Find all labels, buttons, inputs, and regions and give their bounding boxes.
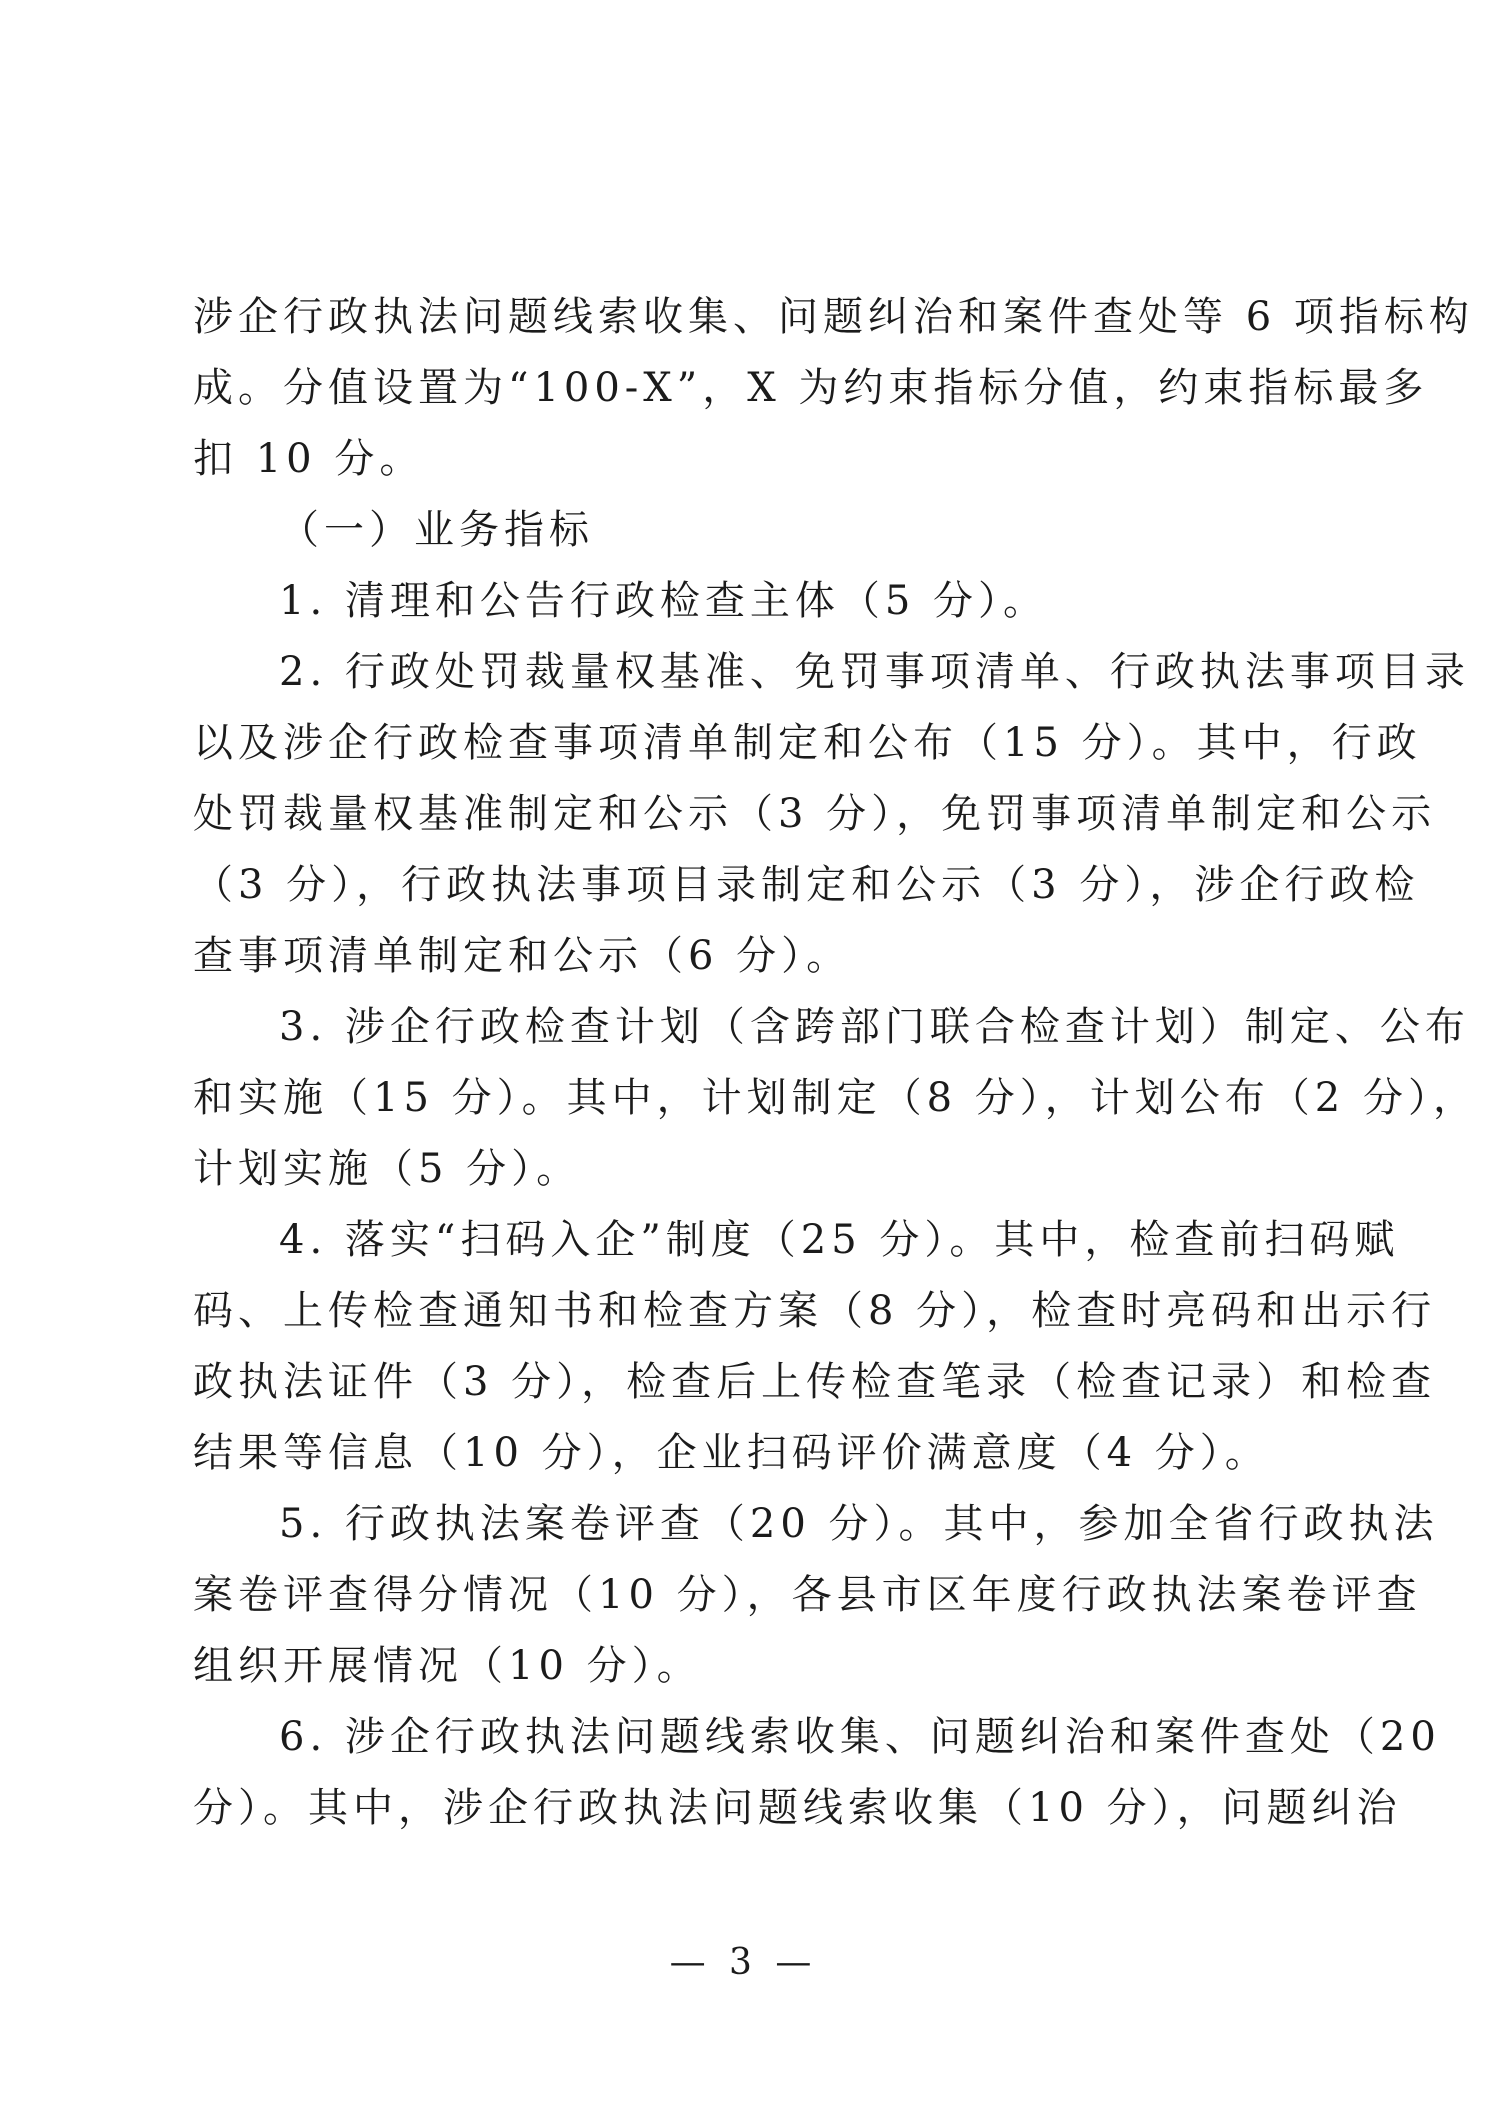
text-line: 4. 落实“扫码入企”制度（25 分）。其中，检查前扫码赋 <box>279 1217 1400 1263</box>
text-line: 和实施（15 分）。其中，计划制定（8 分），计划公布（2 分）， <box>193 1075 1478 1121</box>
text-line: 组织开展情况（10 分）。 <box>193 1643 702 1689</box>
text-line: 政执法证件（3 分），检查后上传检查笔录（检查记录）和检查 <box>193 1359 1437 1405</box>
text-line: 案卷评查得分情况（10 分），各县市区年度行政执法案卷评查 <box>193 1572 1422 1618</box>
text-line: 6. 涉企行政执法问题线索收集、问题纠治和案件查处（20 <box>279 1714 1441 1760</box>
text-line: 2. 行政处罚裁量权基准、免罚事项清单、行政执法事项目录 <box>279 649 1470 695</box>
text-line: 3. 涉企行政检查计划（含跨部门联合检查计划）制定、公布 <box>279 1004 1470 1050</box>
text-line: 1. 清理和公告行政检查主体（5 分）。 <box>279 578 1049 624</box>
text-line: 扣 10 分。 <box>193 436 425 482</box>
text-line: （3 分），行政执法事项目录制定和公示（3 分），涉企行政检 <box>193 862 1420 908</box>
text-line: 计划实施（5 分）。 <box>193 1146 582 1192</box>
text-line: 码、上传检查通知书和检查方案（8 分），检查时亮码和出示行 <box>193 1288 1437 1334</box>
text-line: 以及涉企行政检查事项清单制定和公布（15 分）。其中，行政 <box>193 720 1422 766</box>
text-line: 结果等信息（10 分），企业扫码评价满意度（4 分）。 <box>193 1430 1270 1476</box>
text-line: 分）。其中，涉企行政执法问题线索收集（10 分），问题纠治 <box>193 1785 1402 1831</box>
text-line: 成。分值设置为“100-X”，X 为约束指标分值，约束指标最多 <box>193 365 1429 411</box>
text-line: 查事项清单制定和公示（6 分）。 <box>193 933 852 979</box>
text-line: 5. 行政执法案卷评查（20 分）。其中，参加全省行政执法 <box>279 1501 1439 1547</box>
text-line: 处罚裁量权基准制定和公示（3 分），免罚事项清单制定和公示 <box>193 791 1437 837</box>
page-number: — 3 — <box>669 1942 818 1983</box>
text-line: 涉企行政执法问题线索收集、问题纠治和案件查处等 6 项指标构 <box>193 294 1474 340</box>
section-heading: （一）业务指标 <box>279 507 594 553</box>
body-text <box>193 282 1478 1844</box>
